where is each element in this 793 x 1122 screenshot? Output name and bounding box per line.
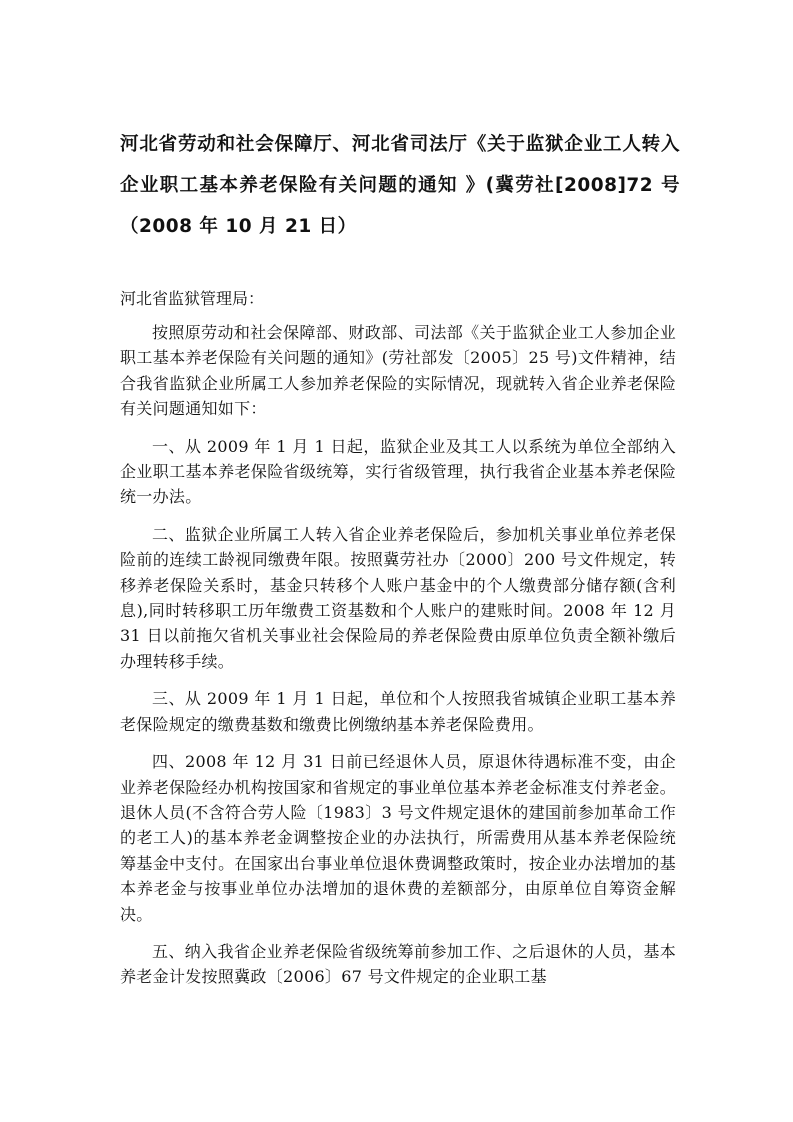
clause-4-paragraph: 四、2008 年 12 月 31 日前已经退休人员，原退休待遇标准不变，由企业养老保险经办机构按国家和省规定的事业单位基本养老金标准支付养老金。退休人员(不含符合劳人险〔1983〕3 号文件规定退休的建国前参加革命工作的老工人)的基本养老金调整按企业的办法执行，所需费用从基本养老保险统筹基金中支付。在国家出台事业单位退休费调整政策时，按企业办法增加的基本养老金与按事业单位办法增加的退休费的差额部分，由原单位自筹资金解决。	[120, 752, 676, 924]
salutation: 河北省监狱管理局：	[120, 289, 265, 308]
clause-1-paragraph: 一、从 2009 年 1 月 1 日起，监狱企业及其工人以系统为单位全部纳入企业职工基本养老保险省级统筹，实行省级管理，执行我省企业基本养老保险统一办法。	[120, 436, 676, 507]
clause-3-paragraph: 三、从 2009 年 1 月 1 日起，单位和个人按照我省城镇企业职工基本养老保险规定的缴费基数和缴费比例缴纳基本养老保险费用。	[120, 689, 676, 734]
document-title: 河北省劳动和社会保障厅、河北省司法厅《关于监狱企业工人转入企业职工基本养老保险有关问题的通知 》(冀劳社[2008]72 号 （2008 年 10 月 21 日）	[120, 134, 680, 237]
clause-2-paragraph: 二、监狱企业所属工人转入省企业养老保险后，参加机关事业单位养老保险前的连续工龄视同缴费年限。按照冀劳社办〔2000〕200 号文件规定，转移养老保险关系时，基金只转移个人账户基金中的个人缴费部分储存额(含利息),同时转移职工历年缴费工资基数和个人账户的建账时间。2008 年 12 月 31 日以前拖欠省机关事业社会保险局的养老保险费由原单位负责全额补缴后办理转移手续。	[120, 524, 676, 671]
intro-paragraph: 按照原劳动和社会保障部、财政部、司法部《关于监狱企业工人参加企业职工基本养老保险有关问题的通知》(劳社部发〔2005〕25 号)文件精神，结合我省监狱企业所属工人参加养老保险的实际情况，现就转入省企业养老保险有关问题通知如下：	[120, 323, 676, 419]
document-body	[120, 320, 676, 1002]
clause-5-paragraph: 五、纳入我省企业养老保险省级统筹前参加工作、之后退休的人员，基本养老金计发按照冀政〔2006〕67 号文件规定的企业职工基	[120, 941, 676, 987]
